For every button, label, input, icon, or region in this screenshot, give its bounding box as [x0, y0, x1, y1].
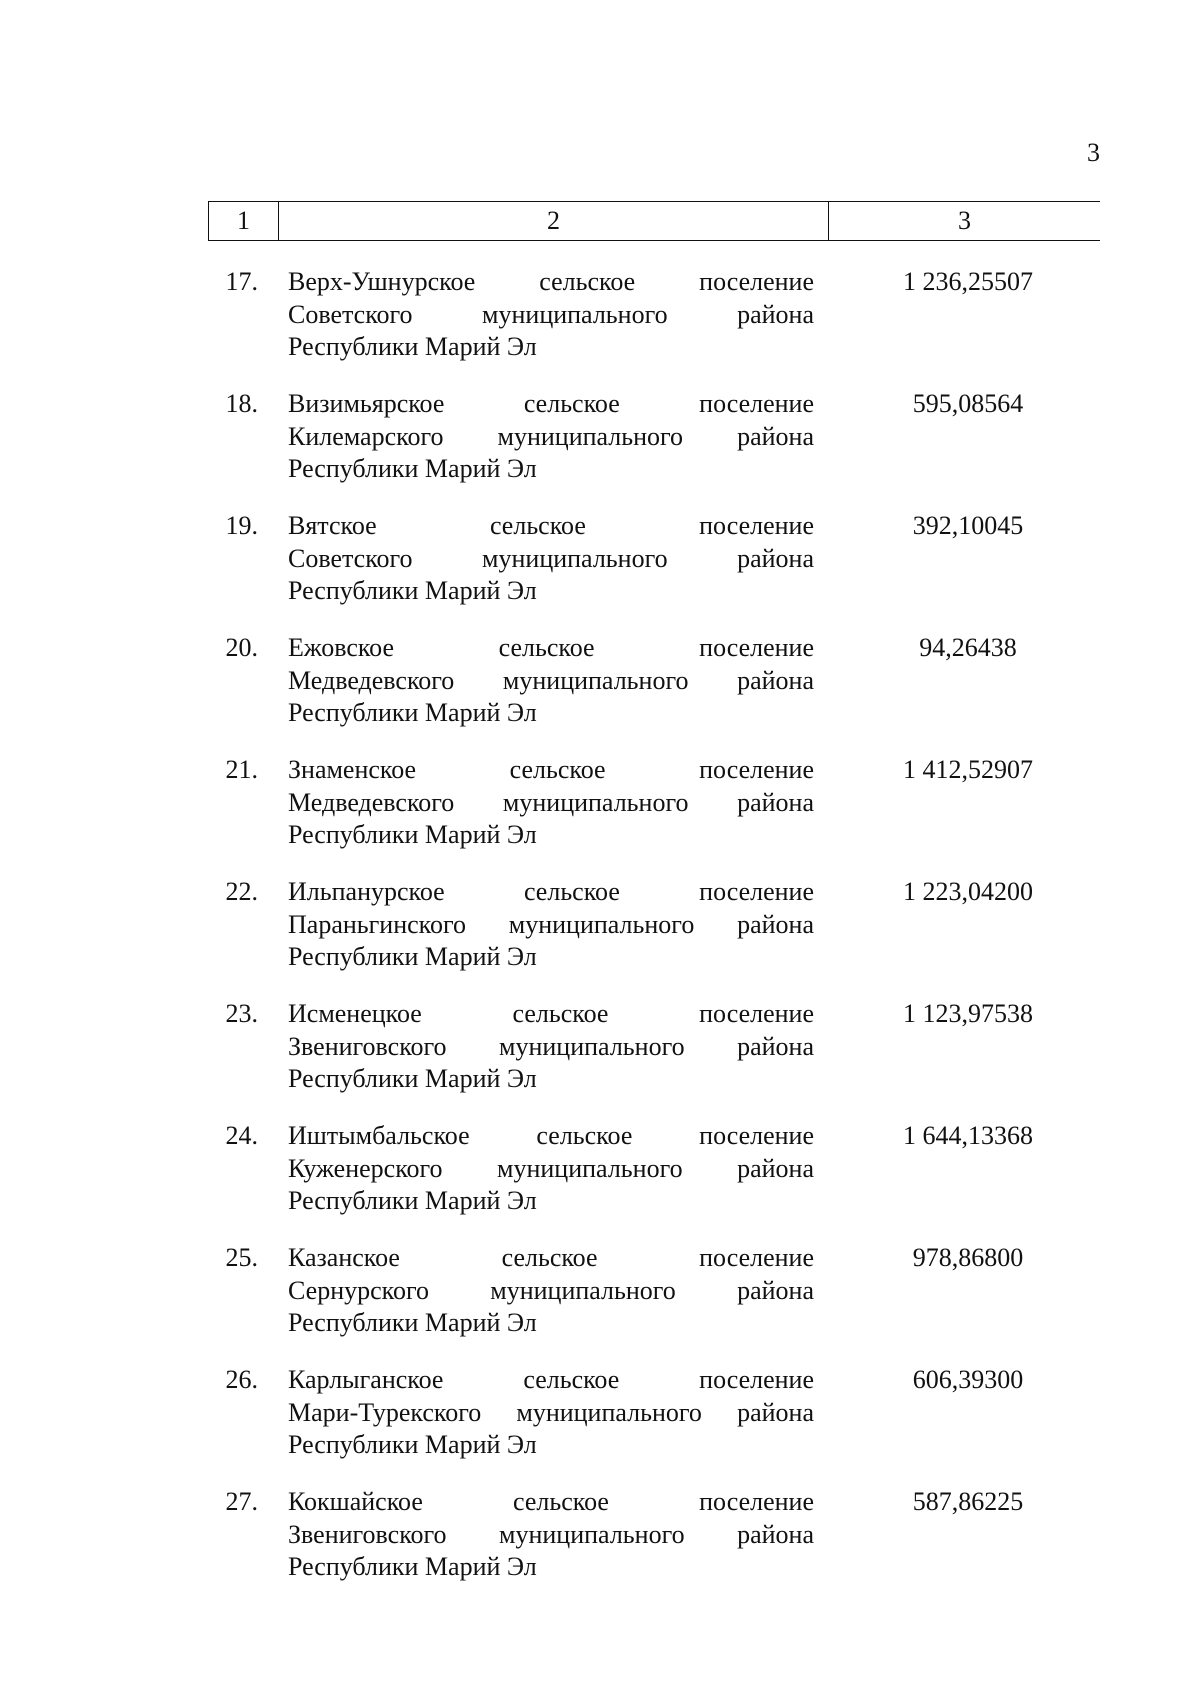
name-line: Иштымбальское сельское поселение: [288, 1121, 814, 1150]
row-number: 22.: [225, 877, 258, 906]
table-row: [208, 1120, 1100, 1242]
name-line: Звениговского муниципального района: [288, 1031, 814, 1061]
settlement-name: [288, 388, 814, 486]
row-number: 24.: [225, 1121, 258, 1150]
name-line: Сернурского муниципального района: [288, 1275, 814, 1305]
row-value: 392,10045: [912, 511, 1024, 540]
name-line: Республики Марий Эл: [288, 1186, 537, 1215]
table-row: [208, 388, 1100, 510]
name-line: Килемарского муниципального района: [288, 421, 814, 451]
name-line: Параньгинского муниципального района: [288, 909, 814, 939]
row-value: 1 123,97538: [903, 999, 1033, 1028]
row-value: 1 223,04200: [903, 877, 1033, 906]
name-line: Республики Марий Эл: [288, 1064, 537, 1093]
name-line: Республики Марий Эл: [288, 698, 537, 727]
name-line: Казанское сельское поселение: [288, 1243, 814, 1272]
table-row: [208, 1364, 1100, 1486]
row-value: 1 412,52907: [903, 755, 1033, 784]
name-line: Медведевского муниципального района: [288, 787, 814, 817]
name-line: Куженерского муниципального района: [288, 1153, 814, 1183]
settlement-name: [288, 632, 814, 730]
table-row: [208, 1486, 1100, 1608]
settlement-name: [288, 1486, 814, 1584]
name-line: Мари-Турекского муниципального района: [288, 1397, 814, 1427]
row-value: 978,86800: [912, 1243, 1024, 1272]
table-body: [208, 266, 1100, 1608]
row-number: 21.: [225, 755, 258, 784]
row-value: 587,86225: [912, 1487, 1024, 1516]
name-line: Ильпанурское сельское поселение: [288, 877, 814, 906]
row-value: 1 236,25507: [903, 267, 1033, 296]
name-line: Республики Марий Эл: [288, 1430, 537, 1459]
row-number: 26.: [225, 1365, 258, 1394]
row-value: 94,26438: [919, 633, 1017, 662]
row-number: 23.: [225, 999, 258, 1028]
name-line: Республики Марий Эл: [288, 1308, 537, 1337]
table-row: [208, 1242, 1100, 1364]
name-line: Республики Марий Эл: [288, 1552, 537, 1581]
name-line: Вятское сельское поселение: [288, 511, 814, 540]
table-row: [208, 510, 1100, 632]
name-line: Ежовское сельское поселение: [288, 633, 814, 662]
name-line: Республики Марий Эл: [288, 820, 537, 849]
name-line: Советского муниципального района: [288, 299, 814, 329]
row-number: 19.: [225, 511, 258, 540]
row-number: 20.: [225, 633, 258, 662]
table-row: [208, 998, 1100, 1120]
row-number: 27.: [225, 1487, 258, 1516]
name-line: Республики Марий Эл: [288, 454, 537, 483]
table-row: [208, 266, 1100, 388]
row-number: 25.: [225, 1243, 258, 1272]
settlement-name: [288, 998, 814, 1096]
header-col-2: 2: [278, 202, 828, 240]
settlement-name: [288, 1242, 814, 1340]
name-line: Республики Марий Эл: [288, 942, 537, 971]
name-line: Верх-Ушнурское сельское поселение: [288, 267, 814, 296]
name-line: Визимьярское сельское поселение: [288, 389, 814, 418]
settlement-name: [288, 876, 814, 974]
name-line: Исменецкое сельское поселение: [288, 999, 814, 1028]
header-col-1: 1: [208, 202, 278, 240]
settlement-name: [288, 1364, 814, 1462]
name-line: Советского муниципального района: [288, 543, 814, 573]
name-line: Медведевского муниципального района: [288, 665, 814, 695]
settlement-name: [288, 510, 814, 608]
name-line: Знаменское сельское поселение: [288, 755, 814, 784]
page-number: 3: [1087, 138, 1100, 167]
table-header: [208, 201, 1100, 241]
name-line: Республики Марий Эл: [288, 332, 537, 361]
table-row: [208, 876, 1100, 998]
row-value: 595,08564: [912, 389, 1024, 418]
name-line: Звениговского муниципального района: [288, 1519, 814, 1549]
row-value: 606,39300: [912, 1365, 1024, 1394]
settlement-name: [288, 754, 814, 852]
row-number: 18.: [225, 389, 258, 418]
settlement-name: [288, 266, 814, 364]
settlement-name: [288, 1120, 814, 1218]
name-line: Карлыганское сельское поселение: [288, 1365, 814, 1394]
row-value: 1 644,13368: [903, 1121, 1033, 1150]
row-number: 17.: [225, 267, 258, 296]
table-row: [208, 632, 1100, 754]
header-col-3: 3: [828, 202, 1100, 240]
table-row: [208, 754, 1100, 876]
name-line: Республики Марий Эл: [288, 576, 537, 605]
name-line: Кокшайское сельское поселение: [288, 1487, 814, 1516]
